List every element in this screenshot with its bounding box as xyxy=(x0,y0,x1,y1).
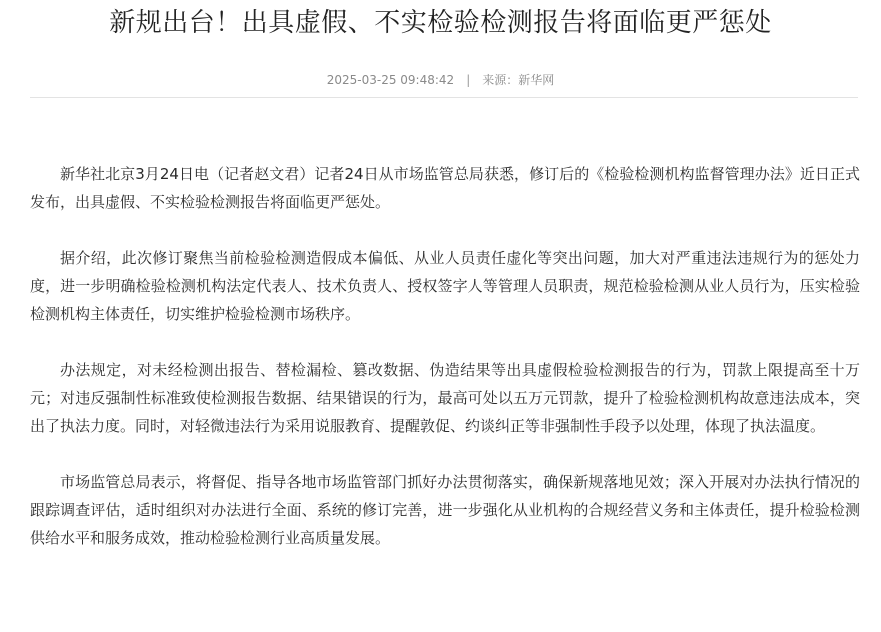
article-paragraph: 市场监管总局表示，将督促、指导各地市场监管部门抓好办法贯彻落实，确保新规落地见效；深入开展对办法执行情况的跟踪调查评估，适时组织对办法进行全面、系统的修订完善，进一步强化从业机构的合规经营义务和主体责任，提升检验检测供给水平和服务成效，推动检验检测行业高质量发展。 xyxy=(30,473,860,547)
header-divider xyxy=(30,97,858,98)
article-paragraph: 办法规定，对未经检测出报告、替检漏检、篡改数据、伪造结果等出具虚假检验检测报告的行为，罚款上限提高至十万元；对违反强制性标准致使检测报告数据、结果错误的行为，最高可处以五万元罚款，提升了检验检测机构故意违法成本，突出了执法力度。同时，对轻微违法行为采用说服教育、提醒敦促、约谈纠正等非强制性手段予以处理，体现了执法温度。 xyxy=(30,361,860,435)
article-body xyxy=(30,160,860,580)
article-meta xyxy=(0,70,881,90)
article-title: 新规出台！出具虚假、不实检验检测报告将面临更严惩处 xyxy=(109,8,772,38)
article-paragraph: 据介绍，此次修订聚焦当前检验检测造假成本偏低、从业人员责任虚化等突出问题，加大对严重违法违规行为的惩处力度，进一步明确检验检测机构法定代表人、技术负责人、授权签字人等管理人员职责，规范检验检测从业人员行为，压实检验检测机构主体责任，切实维护检验检测市场秩序。 xyxy=(30,249,860,323)
article-paragraph: 新华社北京3月24日电（记者赵文君）记者24日从市场监管总局获悉，修订后的《检验检测机构监督管理办法》近日正式发布，出具虚假、不实检验检测报告将面临更严惩处。 xyxy=(30,165,860,211)
meta-separator: | xyxy=(466,73,471,87)
publish-date: 2025-03-25 09:48:42 xyxy=(326,73,455,87)
article-source: 来源：新华网 xyxy=(482,73,555,87)
